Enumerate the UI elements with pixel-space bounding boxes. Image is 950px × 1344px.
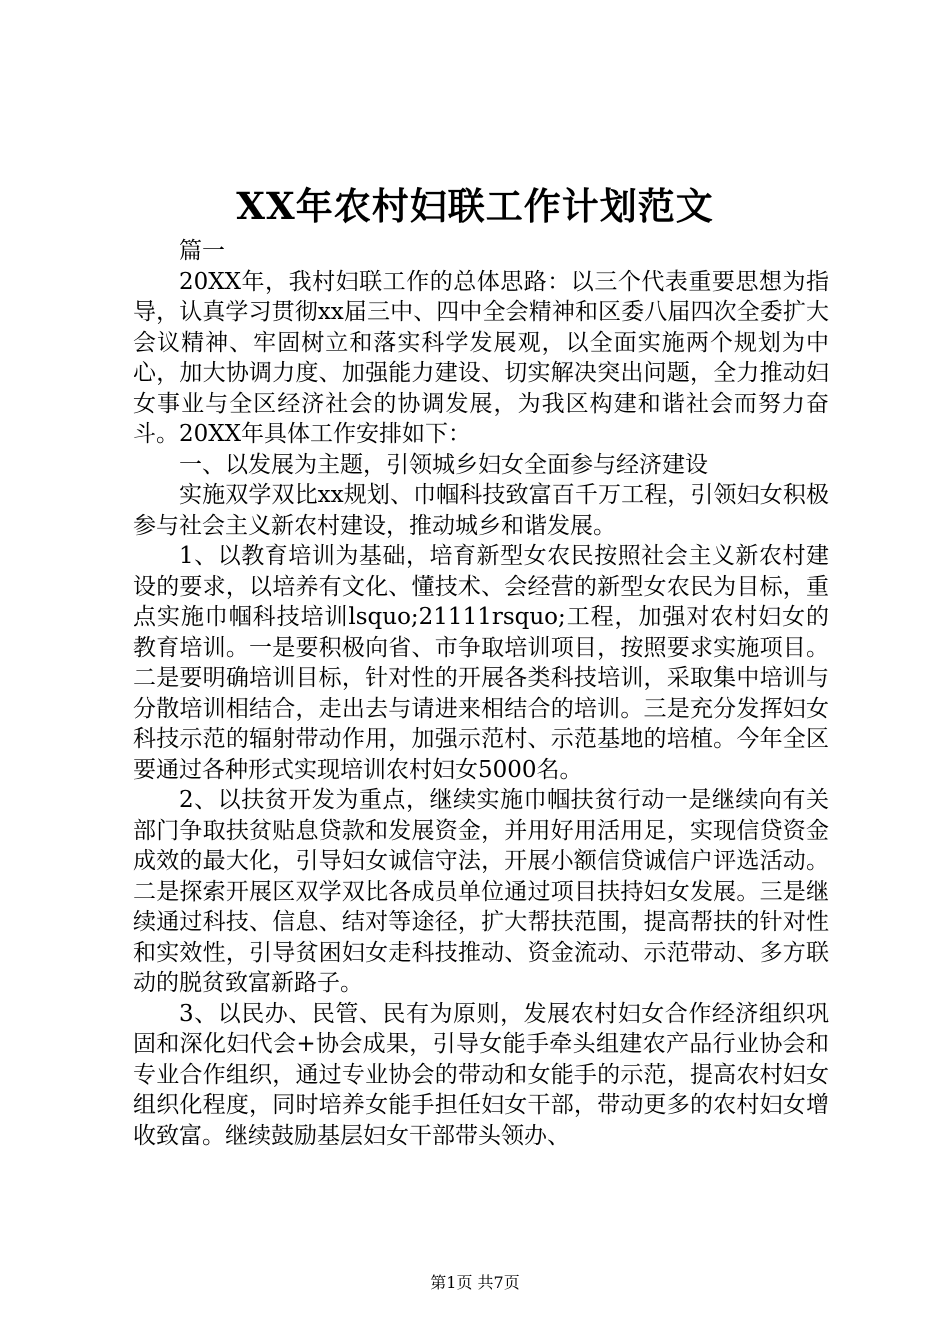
document-title: XX年农村妇联工作计划范文 [236,184,714,228]
paragraph-overview: 20XX年，我村妇联工作的总体思路：以三个代表重要思想为指导，认真学习贯彻xx届三中、四中全会精神和区委八届四次全委扩大会议精神、牢固树立和落实科学发展观，以全面实施两个规划为中心，加大协调力度、加强能力建设、切实解决突出问题，全力推动妇女事业与全区经济社会的协调发展，为我区构建和谐社会而努力奋斗。20XX年具体工作安排如下： [133,268,829,447]
paragraph-heading-1: 一、以发展为主题，引领城乡妇女全面参与经济建设 [179,451,708,478]
paragraph-item-2: 2、以扶贫开发为重点，继续实施巾帼扶贫行动一是继续向有关部门争取扶贫贴息贷款和发展资金，并用好用活用足，实现信贷资金成效的最大化，引导妇女诚信守法，开展小额信贷诚信户评选活动。二是探索开展区双学双比各成员单位通过项目扶持妇女发展。三是继续通过科技、信息、结对等途径，扩大帮扶范围，提高帮扶的针对性和实效性，引导贫困妇女走科技推动、资金流动、示范带动、多方联动的脱贫致富新路子。 [133,787,829,996]
paragraph-item-1: 1、以教育培训为基础，培育新型女农民按照社会主义新农村建设的要求，以培养有文化、懂技术、会经营的新型女农民为目标，重点实施巾帼科技培训lsquo;21111rsquo;工程，加强对农村妇女的教育培训。一是要积极向省、市争取培训项目，按照要求实施项目。二是要明确培训目标，针对性的开展各类科技培训，采取集中培训与分散培训相结合，走出去与请进来相结合的培训。三是充分发挥妇女科技示范的辐射带动作用，加强示范村、示范基地的培植。今年全区要通过各种形式实现培训农村妇女5000名。 [133,543,829,783]
page-number-footer: 第1页 共7页 [430,1273,520,1292]
document-body [133,236,829,1151]
paragraph-intro: 实施双学双比xx规划、巾帼科技致富百千万工程，引领妇女积极参与社会主义新农村建设，推动城乡和谐发展。 [133,482,829,539]
paragraph-section-label: 篇一 [179,238,225,264]
paragraph-item-3: 3、以民办、民管、民有为原则，发展农村妇女合作经济组织巩固和深化妇代会+协会成果，引导女能手牵头组建农产品行业协会和专业合作组织，通过专业协会的带动和女能手的示范，提高农村妇女组织化程度，同时培养女能手担任妇女干部，带动更多的农村妇女增收致富。继续鼓励基层妇女干部带头领办、 [133,1000,829,1149]
